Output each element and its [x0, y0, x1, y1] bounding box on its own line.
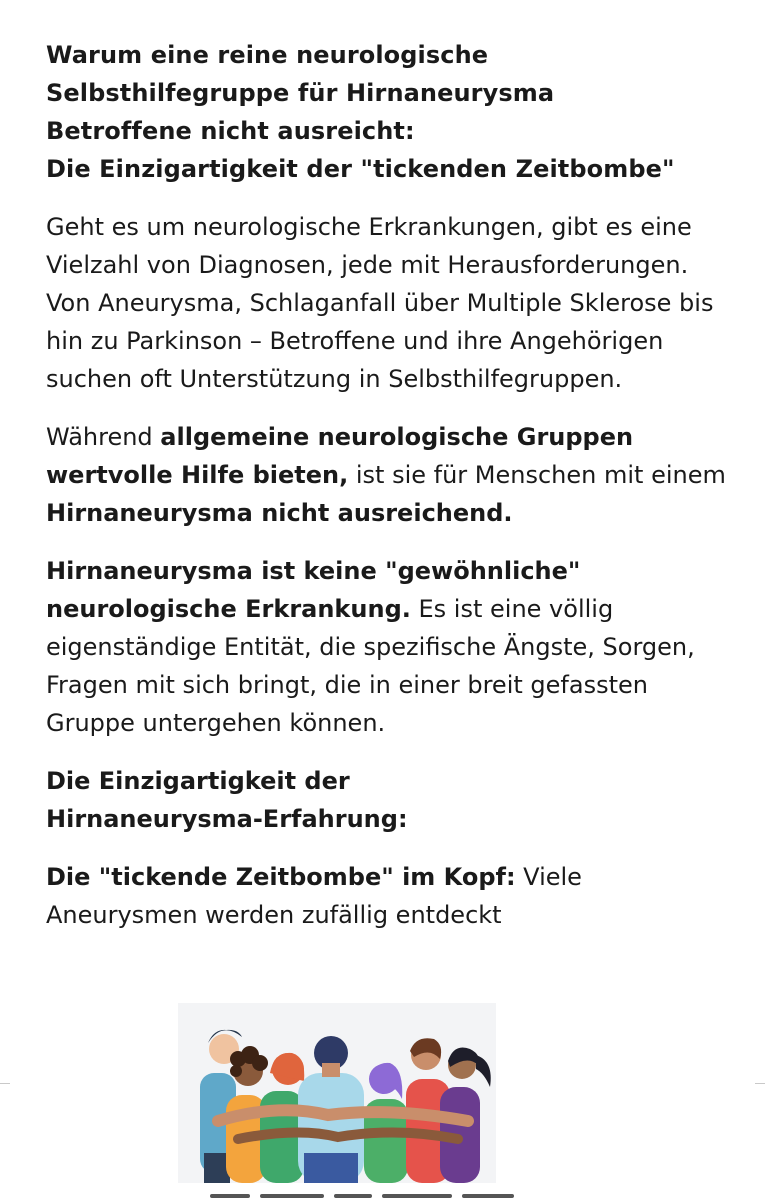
text-run: Es ist eine völlig eigenständige Entität, die spezifische Ängste, Sorgen, Fragen mit sich bringt, die in einer breit gefassten Gruppe untergehen können. — [46, 595, 695, 737]
article-title — [46, 36, 726, 188]
subheading — [46, 762, 726, 838]
subheading-line: Die Einzigartigkeit der — [46, 767, 350, 795]
left-edge-marker — [0, 1083, 10, 1084]
article — [46, 36, 726, 954]
paragraph-general-groups — [46, 418, 726, 532]
title-line: Warum eine reine neurologische — [46, 41, 489, 69]
right-edge-marker — [755, 1083, 765, 1084]
bold-run: Hirnaneurysma nicht ausreichend. — [46, 499, 513, 527]
group-hug-icon — [178, 1003, 496, 1183]
bold-run: Die "tickende Zeitbombe" im Kopf: — [46, 863, 516, 891]
arms-lower — [238, 1132, 458, 1139]
text-run: Viele Aneurysmen werden zufällig entdeckt — [46, 863, 582, 929]
truncated-caption — [210, 1190, 570, 1200]
title-line: Die Einzigartigkeit der "tickenden Zeitbombe" — [46, 155, 675, 183]
text-run: ist sie für Menschen mit einem — [348, 461, 726, 489]
bold-run: allgemeine neurologische Gruppen wertvolle Hilfe bieten, — [46, 423, 634, 489]
intro-paragraph: Geht es um neurologische Erkrankungen, gibt es eine Vielzahl von Diagnosen, jede mit Herausforderungen. Von Aneurysma, Schlaganfall über Multiple Sklerose bis hin zu Parkinson – Betroffene und ihre Angehörigen suchen oft Unterstützung in Selbsthilfegruppen. — [46, 213, 714, 393]
text-run: Während — [46, 423, 161, 451]
subheading-line: Hirnaneurysma-Erfahrung: — [46, 805, 408, 833]
paragraph-not-ordinary — [46, 552, 726, 742]
title-line: Betroffene nicht ausreicht: — [46, 117, 415, 145]
group-hug-illustration — [178, 1003, 496, 1183]
bold-run: Hirnaneurysma ist keine "gewöhnliche" neurologische Erkrankung. — [46, 557, 581, 623]
person-red-hair — [260, 1053, 304, 1183]
person-purple-hair — [364, 1063, 408, 1183]
paragraph-time-bomb — [46, 858, 726, 934]
title-line: Selbsthilfegruppe für Hirnaneurysma — [46, 79, 555, 107]
